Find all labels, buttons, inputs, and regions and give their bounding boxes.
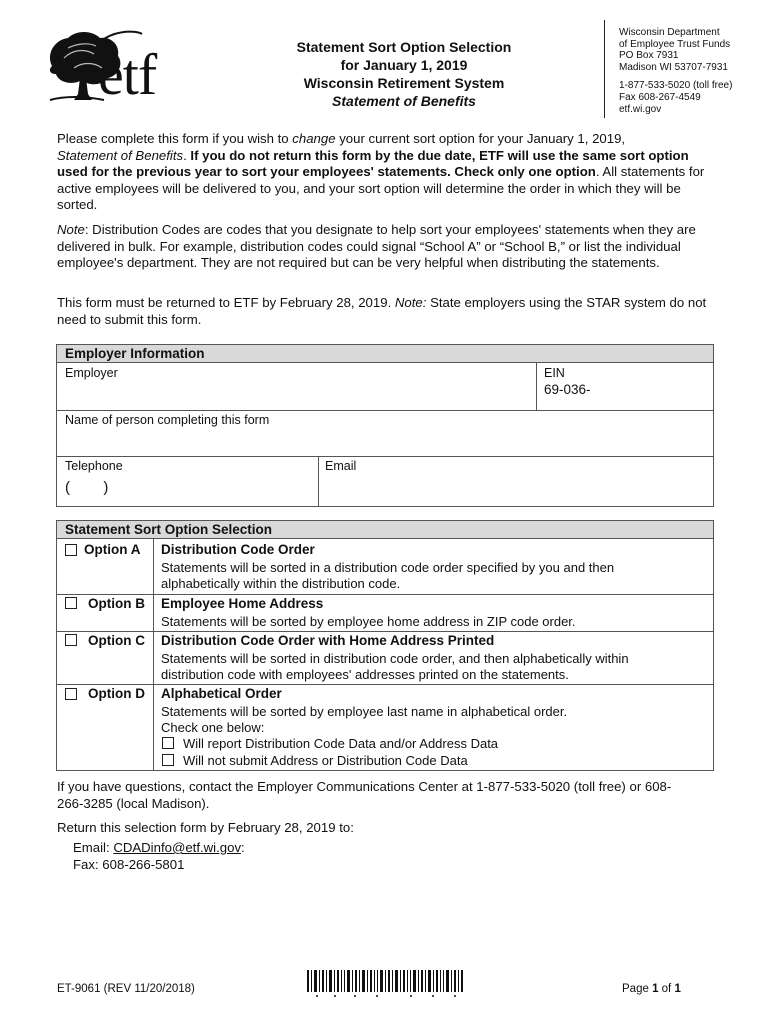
option-d-sub2-checkbox[interactable] bbox=[162, 754, 174, 766]
page-number: 1 bbox=[652, 983, 659, 995]
deadline-note-label: Note: bbox=[394, 295, 427, 310]
email-field[interactable] bbox=[321, 475, 711, 503]
dept-website[interactable]: etf.wi.gov bbox=[619, 103, 662, 115]
option-d-title: Alphabetical Order bbox=[161, 686, 282, 701]
intro-change-word: change bbox=[292, 131, 336, 146]
option-b-checkbox[interactable] bbox=[65, 597, 77, 609]
intro-text: . All statements for active employees will be delivered to you, and your sort option will determine the order in which they will be sorted. bbox=[57, 164, 705, 213]
title-line-1: Statement Sort Option Selection bbox=[296, 39, 512, 55]
option-b-label: Option B bbox=[88, 596, 145, 611]
intro-warning: If you do not return this form by the due date, ETF will use the same sort option used for the previous year to sort your employees' statements. Check only one option bbox=[57, 147, 689, 180]
employer-info-header: Employer Information bbox=[57, 345, 713, 363]
page-of: of bbox=[658, 983, 675, 995]
option-d-label: Option D bbox=[88, 686, 145, 701]
option-a-checkbox[interactable] bbox=[65, 544, 77, 556]
logo-text: etf bbox=[98, 42, 157, 107]
intro-text: your current sort option for your January 1, 2019, bbox=[335, 131, 626, 146]
dept-city: Madison WI 53707-7931 bbox=[619, 61, 728, 73]
note-text: : Distribution Codes are codes that you designate to help sort your employees' statements when they are delivered in bulk. For example, distribution codes could signal “School A” or “School B,” or list the individual employee's department. They are not required but can be very helpful when distributing the statements. bbox=[57, 222, 696, 271]
dept-fax: Fax 608-267-4549 bbox=[619, 91, 701, 103]
title-line-3: Wisconsin Retirement System bbox=[303, 75, 505, 91]
deadline-text: This form must be returned to ETF by February 28, 2019. bbox=[57, 295, 395, 310]
option-c-label: Option C bbox=[88, 633, 145, 648]
name-field[interactable] bbox=[59, 429, 709, 455]
barcode-icon bbox=[307, 970, 463, 1000]
form-id: ET-9061 (REV 11/20/2018) bbox=[57, 983, 195, 995]
title-line-4: Statement of Benefits bbox=[332, 93, 476, 109]
dept-name-1: Wisconsin Department bbox=[619, 27, 720, 38]
ein-field[interactable]: 69-036- bbox=[544, 382, 591, 397]
note-paragraph bbox=[57, 222, 719, 272]
name-label: Name of person completing this form bbox=[65, 413, 270, 427]
page-prefix: Page bbox=[622, 983, 653, 995]
option-d-sub1-label: Will report Distribution Code Data and/or Address Data bbox=[183, 736, 499, 751]
employer-label: Employer bbox=[65, 366, 118, 380]
email-prefix: Email: bbox=[73, 840, 114, 855]
intro-statement-title: Statement of Benefits bbox=[57, 147, 184, 163]
return-email bbox=[73, 840, 735, 857]
option-c-description: Statements will be sorted in distribution code order, and then alphabetically within distribution code with employees' addresses printed on the statements. bbox=[161, 651, 629, 683]
deadline-text: State employers using the STAR system do not need to submit this form. bbox=[57, 295, 707, 327]
dept-phone: 1-877-533-5020 (toll free) bbox=[619, 80, 733, 92]
email-link[interactable]: CDADinfo@etf.wi.gov bbox=[113, 840, 242, 855]
intro-text: . bbox=[183, 147, 191, 163]
dept-po-box: PO Box 7931 bbox=[619, 50, 679, 62]
return-instruction: Return this selection form by February 28, 2019 to: bbox=[57, 820, 354, 835]
option-d-sub2-label: Will not submit Address or Distribution Code Data bbox=[183, 753, 468, 768]
option-d-checkbox[interactable] bbox=[65, 688, 77, 700]
telephone-label: Telephone bbox=[65, 459, 123, 473]
note-label: Note bbox=[57, 222, 85, 237]
option-b-title: Employee Home Address bbox=[161, 596, 324, 611]
etf-logo bbox=[44, 28, 194, 108]
option-b-description: Statements will be sorted by employee home address in ZIP code order. bbox=[161, 614, 576, 629]
sort-option-table bbox=[56, 520, 714, 771]
email-label: Email bbox=[325, 459, 357, 473]
department-address bbox=[619, 27, 732, 115]
option-d-sub1-checkbox[interactable] bbox=[162, 737, 174, 749]
option-c-title: Distribution Code Order with Home Address Printed bbox=[161, 633, 495, 648]
dept-name-2: of Employee Trust Funds bbox=[619, 38, 731, 50]
return-fax: Fax: 608-266-5801 bbox=[73, 857, 185, 872]
option-c-checkbox[interactable] bbox=[65, 634, 77, 646]
intro-text: Please complete this form if you wish to bbox=[57, 131, 293, 146]
page-total: 1 bbox=[674, 983, 681, 995]
form-title bbox=[270, 38, 538, 110]
sort-option-header: Statement Sort Option Selection bbox=[57, 521, 713, 539]
title-line-2: for January 1, 2019 bbox=[340, 57, 468, 73]
deadline-paragraph bbox=[57, 295, 719, 328]
option-d-check-one: Check one below: bbox=[161, 720, 265, 735]
option-a-title: Distribution Code Order bbox=[161, 542, 315, 557]
page-indicator bbox=[622, 983, 681, 995]
questions-paragraph: If you have questions, contact the Employer Communications Center at 1-877-533-5020 (toll free) or 608-266-3285 (local Madison). bbox=[57, 779, 672, 811]
header-divider bbox=[604, 20, 605, 118]
telephone-field[interactable]: ( ) bbox=[65, 479, 109, 496]
option-a-description: Statements will be sorted in a distribution code order specified by you and then alphabetically within the distribution code. bbox=[161, 560, 615, 592]
employer-field[interactable] bbox=[59, 379, 529, 409]
intro-paragraph bbox=[57, 131, 719, 214]
option-a-label: Option A bbox=[84, 542, 141, 557]
barcode-graphic bbox=[307, 970, 463, 1000]
employer-info-table bbox=[56, 344, 714, 507]
ein-label: EIN bbox=[544, 366, 565, 380]
email-suffix: : bbox=[241, 840, 245, 855]
option-d-description: Statements will be sorted by employee last name in alphabetical order. bbox=[161, 704, 568, 719]
